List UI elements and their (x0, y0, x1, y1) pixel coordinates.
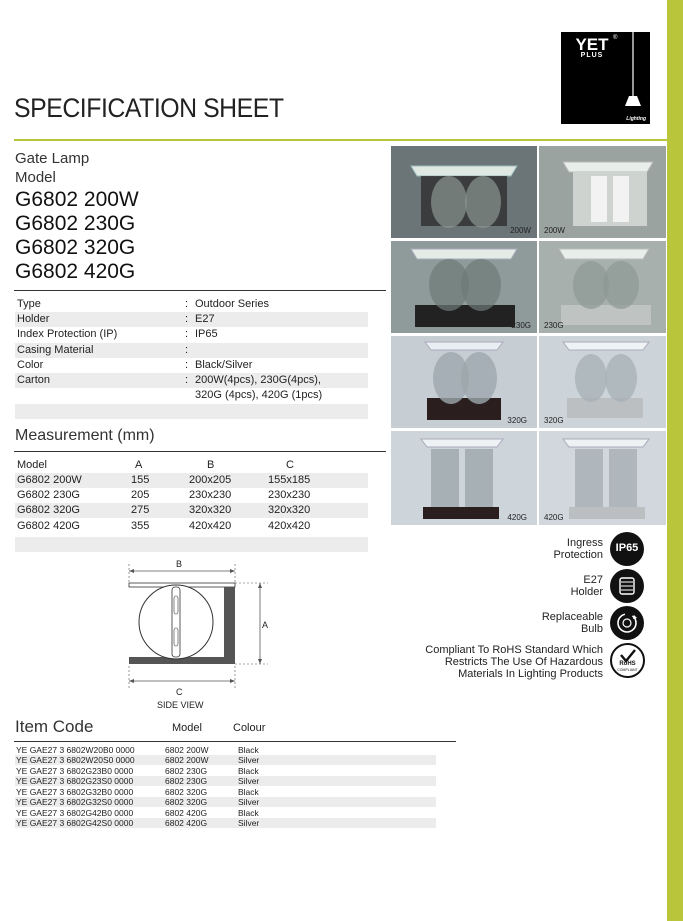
spec-colon: : (185, 313, 189, 325)
replaceable-bulb-icon (610, 606, 644, 640)
feature-text: Replaceable (541, 611, 603, 623)
feature-text: Protection (553, 549, 603, 561)
cell-model: G6802 230G (17, 489, 80, 501)
product-photo (539, 336, 666, 428)
photo-label: 420G (544, 513, 564, 522)
cell-colour: Black (238, 808, 259, 818)
spec-row (15, 388, 368, 403)
model-item: G6802 200W (15, 188, 139, 211)
cell-model: 6802 420G (165, 818, 208, 828)
center-bar (172, 587, 180, 657)
spec-value: Black/Silver (195, 359, 253, 371)
cell-code: YE GAE27 3 6802G42S0 0000 (16, 818, 134, 828)
table-row (15, 503, 368, 518)
dim-label-c: C (176, 687, 183, 697)
cell-code: YE GAE27 3 6802W20S0 0000 (16, 755, 135, 765)
product-photo (539, 431, 666, 525)
table-row (15, 488, 368, 503)
measurement-title: Measurement (mm) (15, 427, 155, 444)
spec-value: E27 (195, 313, 215, 325)
spec-key: Holder (17, 313, 50, 325)
feature-text: Bulb (580, 623, 603, 635)
spec-key: Casing Material (17, 344, 94, 356)
model-item: G6802 230G (15, 212, 136, 235)
cell-a: 155 (131, 474, 150, 486)
spec-row (15, 297, 368, 312)
feature-text: E27 (583, 574, 603, 586)
cell-model: 6802 200W (165, 745, 209, 755)
cell-model: 6802 420G (165, 808, 208, 818)
badge-text: RoHS (619, 661, 636, 667)
cell-model: 6802 230G (165, 776, 208, 786)
product-photo (539, 146, 666, 238)
cell-c: 155x185 (268, 474, 311, 486)
feature-holder (490, 574, 603, 598)
feature-ip (490, 537, 603, 561)
cell-colour: Silver (238, 776, 260, 786)
cell-b: 230x230 (189, 489, 232, 501)
spec-key: Carton (17, 374, 51, 386)
cell-c: 320x320 (268, 504, 311, 516)
cell-model: G6802 420G (17, 520, 80, 532)
spec-row (15, 343, 368, 358)
table-row (15, 473, 368, 488)
title-divider (14, 139, 667, 141)
feature-text: Holder (570, 586, 603, 598)
cell-c: 420x420 (268, 520, 311, 532)
photo-label: 320G (544, 416, 564, 425)
badge-text: IP65 (615, 542, 639, 554)
ip65-badge-icon (610, 532, 644, 566)
table-row (15, 766, 436, 776)
cell-code: YE GAE27 3 6802G23B0 0000 (16, 766, 134, 776)
brand-logo (561, 32, 650, 124)
cell-colour: Black (238, 766, 259, 776)
spec-colon: : (185, 344, 189, 356)
cell-a: 355 (131, 520, 150, 532)
spec-colon: : (185, 328, 189, 340)
pendant-lamp-icon (617, 32, 650, 114)
table-row (15, 755, 436, 765)
spec-key: Color (17, 359, 44, 371)
dim-label-b: B (176, 559, 183, 569)
product-photo (391, 146, 537, 238)
side-accent-bar (667, 0, 683, 921)
spec-row (15, 312, 368, 327)
spec-key: Type (17, 298, 41, 310)
spec-value: 320G (4pcs), 420G (1pcs) (195, 389, 323, 401)
cell-colour: Silver (238, 818, 260, 828)
item-code-title: Item Code (15, 717, 94, 736)
table-row (15, 818, 436, 828)
cell-model: G6802 200W (17, 474, 82, 486)
photo-label: 420G (507, 513, 527, 522)
spec-colon: : (185, 298, 189, 310)
bulb-holder-icon (610, 569, 644, 603)
table-row (15, 519, 368, 534)
feature-text: Materials In Lighting Products (458, 668, 603, 680)
cell-colour: Black (238, 745, 259, 755)
feature-bulb (470, 611, 603, 635)
model-list (15, 188, 139, 284)
cell-model: 6802 200W (165, 755, 209, 765)
product-photo (539, 241, 666, 333)
product-category-block (15, 149, 89, 187)
spec-value: IP65 (195, 328, 218, 340)
cell-colour: Black (238, 787, 259, 797)
table-row (15, 797, 436, 807)
brand-sub: PLUS (580, 52, 604, 59)
table-row (15, 808, 436, 818)
cell-c: 230x230 (268, 489, 311, 501)
item-code-model-header: Model (172, 722, 202, 734)
product-photo (391, 336, 537, 428)
spec-value: Outdoor Series (195, 298, 269, 310)
col-header: Model (17, 459, 47, 471)
photo-label: 200W (510, 226, 531, 235)
cell-a: 275 (131, 504, 150, 516)
divider (14, 451, 386, 452)
cell-a: 205 (131, 489, 150, 501)
brand-reg: ® (613, 35, 618, 41)
rohs-compliant-icon (610, 643, 645, 678)
product-photo (391, 431, 537, 525)
cell-model: 6802 320G (165, 797, 208, 807)
product-category: Gate Lamp (15, 150, 90, 167)
table-row-empty (15, 537, 368, 552)
cell-colour: Silver (238, 797, 260, 807)
spec-row-empty (15, 404, 368, 419)
col-header: B (207, 459, 215, 471)
measurement-header (15, 458, 368, 473)
col-header: A (135, 459, 143, 471)
table-row (15, 787, 436, 797)
photo-label: 230G (544, 321, 564, 330)
model-item: G6802 320G (15, 236, 136, 259)
spec-row (15, 327, 368, 342)
cell-code: YE GAE27 3 6802G42B0 0000 (16, 808, 134, 818)
product-photo (391, 241, 537, 333)
cell-code: YE GAE27 3 6802W20B0 0000 (16, 745, 135, 755)
side-panel (224, 587, 235, 661)
badge-subtext: COMPLIANT (617, 668, 638, 672)
cell-code: YE GAE27 3 6802G32S0 0000 (16, 797, 134, 807)
brand-tagline: Lighting (626, 116, 646, 122)
spec-colon: : (185, 374, 189, 386)
photo-label: 230G (511, 321, 531, 330)
cell-b: 420x420 (189, 520, 232, 532)
cell-b: 200x205 (189, 474, 232, 486)
diagram-caption: SIDE VIEW (157, 700, 204, 710)
cell-colour: Silver (238, 755, 260, 765)
dim-label-a: A (262, 620, 269, 630)
spec-row (15, 358, 368, 373)
cell-model: 6802 230G (165, 766, 208, 776)
feature-text: Ingress (566, 537, 603, 549)
spec-colon: : (185, 359, 189, 371)
photo-label: 320G (507, 416, 527, 425)
table-row (15, 745, 436, 755)
item-code-colour-header: Colour (233, 722, 266, 734)
col-header: C (286, 459, 294, 471)
brand-name: YET (575, 35, 609, 54)
spec-key: Index Protection (IP) (17, 328, 118, 340)
model-label: Model (15, 169, 56, 186)
spec-row (15, 373, 368, 388)
feature-rohs (390, 644, 603, 680)
divider (14, 290, 386, 291)
feature-text: Restricts The Use Of Hazardous (444, 656, 603, 668)
cell-model: 6802 320G (165, 787, 208, 797)
side-view-diagram (120, 556, 280, 716)
feature-text: Compliant To RoHS Standard Which (425, 644, 603, 656)
page-title: SPECIFICATION SHEET (14, 93, 284, 123)
spec-value: 200W(4pcs), 230G(4pcs), (195, 374, 321, 386)
divider (14, 741, 456, 742)
table-row (15, 776, 436, 786)
photo-label: 200W (544, 226, 565, 235)
model-item: G6802 420G (15, 260, 136, 283)
cell-code: YE GAE27 3 6802G23S0 0000 (16, 776, 134, 786)
cell-model: G6802 320G (17, 504, 80, 516)
cell-code: YE GAE27 3 6802G32B0 0000 (16, 787, 134, 797)
cell-b: 320x320 (189, 504, 232, 516)
